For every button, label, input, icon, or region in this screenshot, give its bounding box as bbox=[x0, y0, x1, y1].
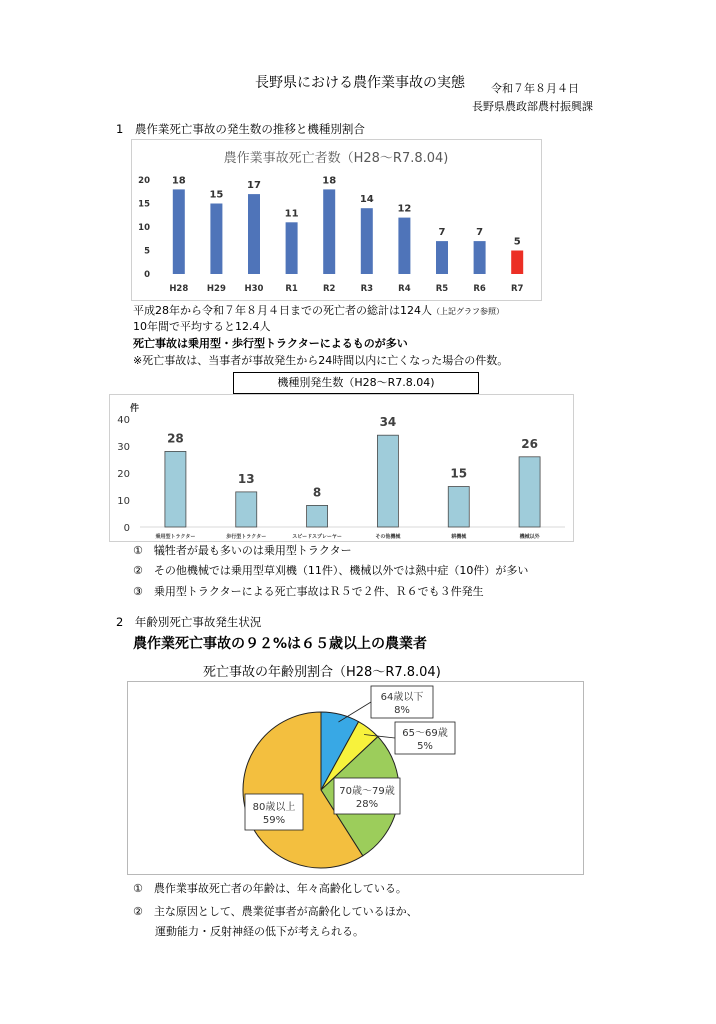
machine-chart-caption: 機種別発生数（H28～R7.8.04) bbox=[233, 372, 479, 394]
data-label: 17 bbox=[247, 180, 261, 192]
machine-chart-container bbox=[109, 394, 574, 542]
x-tick-label: 乗用型トラクター bbox=[155, 534, 196, 540]
pie-slice-pct: 5% bbox=[417, 741, 433, 752]
section1-heading: 1 農作業死亡事故の発生数の推移と機種別割合 bbox=[116, 122, 365, 136]
data-label: 7 bbox=[476, 227, 484, 239]
bar-R7 bbox=[511, 251, 523, 275]
deaths-chart-container bbox=[131, 139, 542, 301]
data-label: 11 bbox=[284, 208, 299, 220]
y-tick-label: 30 bbox=[117, 442, 130, 453]
chart-title: 農作業事故死亡者数（H28～R7.8.04) bbox=[223, 151, 449, 166]
x-tick-label: R6 bbox=[473, 284, 486, 294]
bar-耕機械 bbox=[448, 487, 469, 528]
bar-乗用型トラクター bbox=[165, 451, 186, 527]
bar-H29 bbox=[210, 204, 222, 275]
x-tick-label: R2 bbox=[322, 284, 336, 294]
x-tick-label: R5 bbox=[435, 284, 449, 294]
bar-R2 bbox=[323, 189, 335, 274]
x-tick-label: R7 bbox=[510, 284, 524, 294]
y-tick-label: 10 bbox=[138, 223, 150, 233]
x-tick-label: 機械以外 bbox=[519, 534, 540, 540]
x-tick-label: H30 bbox=[244, 284, 264, 294]
data-label: 13 bbox=[237, 471, 255, 486]
section1-note-2: ② その他機械では乗用型草刈機（11件）、機械以外では熱中症（10件）が多い bbox=[133, 564, 529, 577]
summary-main-cause: 死亡事故は乗用型・歩行型トラクターによるものが多い bbox=[133, 337, 408, 350]
pie-slice-label: 80歳以上 bbox=[252, 802, 296, 813]
x-tick-label: 歩行型トラクター bbox=[226, 534, 267, 540]
x-tick-label: スピードスプレーヤー bbox=[292, 534, 342, 540]
bar-H30 bbox=[248, 194, 260, 274]
y-tick-label: 40 bbox=[117, 415, 130, 426]
bar-R3 bbox=[361, 208, 373, 274]
y-tick-label: 5 bbox=[144, 246, 150, 257]
data-label: 14 bbox=[359, 194, 374, 206]
y-tick-label: 0 bbox=[123, 523, 130, 534]
pie-slice-pct: 28% bbox=[355, 799, 379, 810]
y-tick-label: 20 bbox=[138, 176, 150, 186]
pie-slice-pct: 8% bbox=[394, 705, 410, 716]
section2-headline: 農作業死亡事故の９２%は６５歳以上の農業者 bbox=[133, 636, 428, 652]
data-label: 26 bbox=[521, 436, 538, 451]
data-label: 5 bbox=[513, 236, 521, 248]
bar-R1 bbox=[286, 222, 298, 274]
pie-slice-pct: 59% bbox=[262, 815, 286, 826]
y-axis-unit: 件 bbox=[130, 404, 140, 414]
deaths-by-machine-chart bbox=[110, 395, 573, 541]
bar-機械以外 bbox=[519, 457, 540, 527]
data-label: 15 bbox=[450, 466, 468, 481]
bar-R4 bbox=[398, 218, 410, 274]
age-pie-container bbox=[127, 681, 584, 875]
bar-歩行型トラクター bbox=[236, 492, 257, 527]
bar-スピードスプレーヤー bbox=[307, 505, 328, 527]
data-label: 8 bbox=[312, 485, 322, 500]
summary-total-note: （上記グラフ参照） bbox=[432, 307, 504, 316]
y-tick-label: 20 bbox=[117, 469, 130, 480]
pie-slice-label: 64歳以下 bbox=[380, 692, 424, 703]
section1-note-3: ③ 乗用型トラクターによる死亡事故はＲ５で２件、Ｒ６でも３件発生 bbox=[133, 585, 484, 598]
x-tick-label: その他機械 bbox=[375, 534, 401, 540]
section2-note-1: ① 農作業事故死亡者の年齢は、年々高齢化している。 bbox=[133, 882, 407, 895]
y-tick-label: 0 bbox=[144, 270, 150, 280]
data-label: 15 bbox=[209, 189, 224, 201]
y-tick-label: 15 bbox=[138, 199, 150, 210]
summary-average: 10年間で平均すると12.4人 bbox=[133, 320, 271, 333]
page-title: 長野県における農作業事故の実態 bbox=[255, 75, 465, 91]
data-label: 34 bbox=[379, 415, 397, 430]
data-label: 7 bbox=[438, 227, 446, 239]
pie-chart-caption: 死亡事故の年齢別割合（H28～R7.8.04) bbox=[203, 665, 441, 680]
data-label: 28 bbox=[167, 431, 184, 446]
leader-line bbox=[338, 702, 371, 722]
data-label: 18 bbox=[171, 175, 186, 187]
pie-slice-label: 70歳～79歳 bbox=[339, 786, 395, 797]
x-tick-label: R3 bbox=[360, 284, 374, 294]
x-tick-label: H28 bbox=[169, 284, 189, 294]
section2-note-2: ② 主な原因として、農業従事者が高齢化しているほか、 bbox=[133, 905, 418, 918]
x-tick-label: R4 bbox=[398, 284, 411, 294]
bar-R6 bbox=[474, 241, 486, 274]
summary-total-text: 平成28年から令和７年８月４日までの死亡者の総計は124人 bbox=[133, 304, 432, 317]
data-label: 12 bbox=[397, 203, 412, 215]
department-name: 長野県農政部農村振興課 bbox=[472, 100, 593, 113]
deaths-by-year-chart bbox=[132, 140, 541, 300]
data-label: 18 bbox=[322, 175, 337, 187]
x-tick-label: H29 bbox=[206, 284, 226, 294]
x-tick-label: R1 bbox=[285, 284, 298, 294]
summary-definition-note: ※死亡事故は、当事者が事故発生から24時間以内に亡くなった場合の件数。 bbox=[133, 354, 509, 367]
section1-note-1: ① 犠牲者が最も多いのは乗用型トラクター bbox=[133, 544, 352, 557]
pie-slice-label: 65～69歳 bbox=[402, 728, 448, 739]
bar-その他機械 bbox=[377, 435, 398, 527]
section2-note-3: 運動能力・反射神経の低下が考えられる。 bbox=[155, 925, 364, 938]
section2-heading: 2 年齢別死亡事故発生状況 bbox=[116, 615, 262, 629]
document-date: 令和７年８月４日 bbox=[491, 82, 579, 95]
y-tick-label: 10 bbox=[117, 496, 130, 507]
bar-R5 bbox=[436, 241, 448, 274]
age-pie-chart bbox=[128, 682, 583, 874]
x-tick-label: 耕機械 bbox=[451, 534, 467, 540]
bar-H28 bbox=[173, 189, 185, 274]
summary-total bbox=[133, 302, 504, 318]
